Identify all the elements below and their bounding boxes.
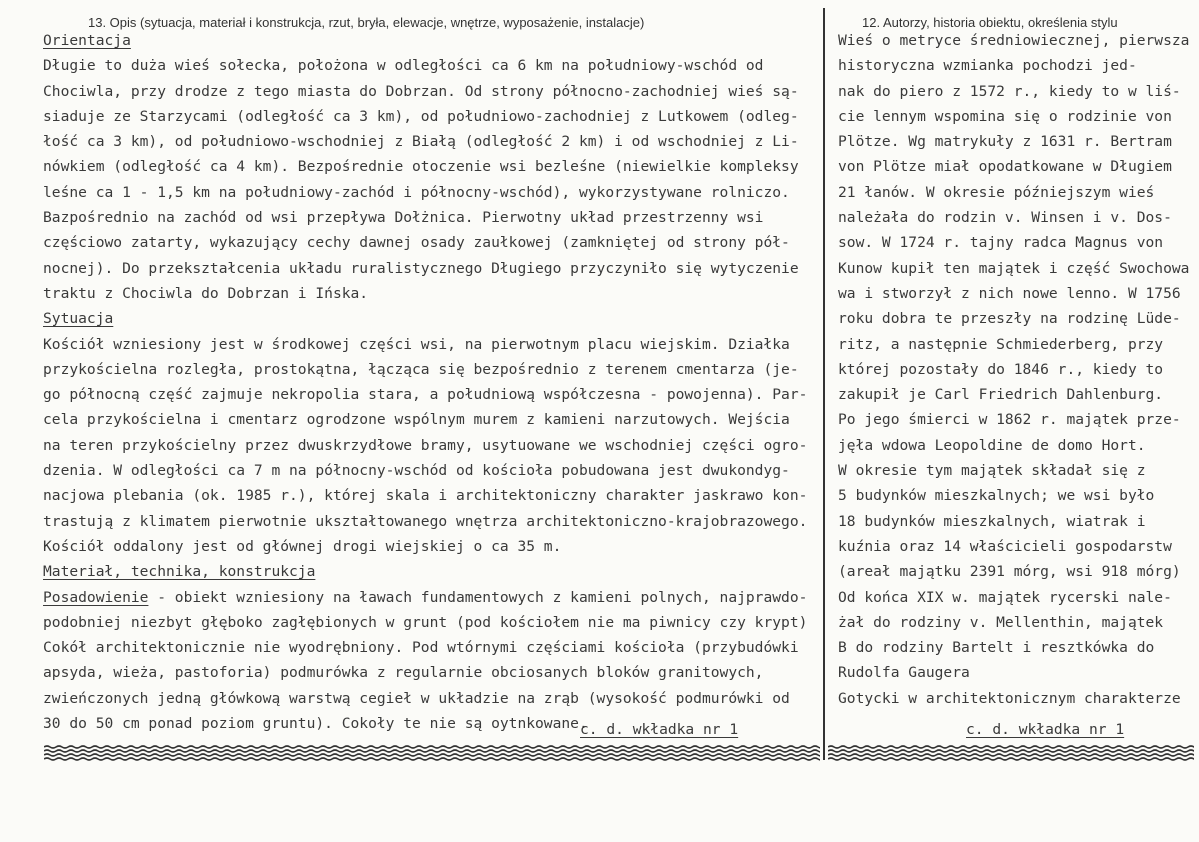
history-line: von Plötze miał opodatkowane w Długiem — [838, 158, 1172, 176]
description-line: łość ca 3 km), od południowo-wschodniej z Białą (odległość 2 km) i od wschodniej z Li- — [43, 133, 799, 151]
description-line: trastują z klimatem pierwotnie ukształtowanego wnętrza architektoniczno-krajobrazowego. — [43, 512, 808, 530]
description-line: Bazpośrednio na zachód od wsi przepływa Dołżnica. Pierwotny układ przestrzenny wsi — [43, 209, 764, 227]
history-line: nak do piero z 1572 r., kiedy to w liś- — [838, 82, 1181, 100]
history-line: cie lennym wspomina się o rodzinie von — [838, 107, 1172, 125]
description-line: Cokół architektonicznie nie wyodrębniony. Pod wtórnymi częściami kościoła (przybudówki — [43, 639, 799, 657]
description-line: nacjowa plebania (ok. 1985 r.), której skala i architektoniczny charakter jaskrawo kon- — [43, 487, 808, 505]
history-line: 5 budynków mieszkalnych; we wsi było — [838, 487, 1155, 505]
continued-note-right: c. d. wkładka nr 1 — [966, 721, 1125, 738]
description-line: podobniej niezbyt głęboko zagłębionych w grunt (pod kościołem nie ma piwnicy czy krypt) — [43, 613, 808, 631]
decorative-wave-right — [828, 744, 1194, 762]
description-line: Posadowienie - obiekt wzniesiony na ławach fundamentowych z kamieni polnych, najprawdo- — [43, 588, 808, 606]
section-heading: Materiał, technika, konstrukcja — [43, 563, 316, 581]
description-line — [43, 306, 827, 331]
description-line: siaduje ze Starzycami (odległość ca 3 km), od południowo-zachodniej z Lutkowem (odleg- — [43, 107, 799, 125]
description-line: częściowo zatarty, wykazujący cechy dawnej osady zaułkowej (zamkniętej od strony pół- — [43, 234, 790, 252]
description-line: Chociwla, przy drodze z tego miasta do Dobrzan. Od strony północno-zachodniej wieś są- — [43, 82, 799, 100]
history-line: Od końca XIX w. majątek rycerski nale- — [838, 588, 1172, 606]
description-line: dzenia. W odległości ca 7 m na północny-wschód od kościoła pobudowana jest dwukondyg- — [43, 462, 790, 480]
description-line: cela przykościelna i cmentarz ogrodzone wspólnym murem z kamieni narzutowych. Wejścia — [43, 411, 790, 429]
history-line: 21 łanów. W okresie późniejszym wieś — [838, 183, 1155, 201]
description-line: 30 do 50 cm ponad poziom gruntu). Cokoły te nie są oytnkowane. — [43, 715, 588, 733]
history-line: należała do rodzin v. Winsen i v. Dos- — [838, 209, 1172, 227]
history-line: (areał majątku 2391 mórg, wsi 918 mórg) — [838, 563, 1181, 581]
history-line: 18 budynków mieszkalnych, wiatrak i — [838, 512, 1146, 530]
decorative-wave-left — [44, 744, 820, 762]
history-line: historyczna wzmianka pochodzi jed- — [838, 57, 1137, 75]
history-line: Gotycki w architektonicznym charakterze — [838, 689, 1181, 707]
section-heading: Orientacja — [43, 32, 131, 49]
description-line: nówkiem (odległość ca 4 km). Bezpośrednie otoczenie wsi bezleśne (niewielkie kompleksy — [43, 158, 799, 176]
history-line: Kunow kupił ten majątek i część Swochowa — [838, 259, 1190, 277]
history-line: Po jego śmierci w 1862 r. majątek prze- — [838, 411, 1181, 429]
description-line: Kościół wzniesiony jest w środkowej części wsi, na pierwotnym placu wiejskim. Działka — [43, 335, 790, 353]
description-line: Długie to duża wieś sołecka, położona w odległości ca 6 km na południowy-wschód od — [43, 57, 764, 75]
continued-note-left: c. d. wkładka nr 1 — [580, 721, 739, 738]
history-line: jęła wdowa Leopoldine de domo Hort. — [838, 436, 1146, 454]
history-line: B do rodziny Bartelt i resztkówka do — [838, 639, 1155, 657]
description-column — [43, 28, 827, 736]
history-line: wa i stworzył z nich nowe lenno. W 1756 — [838, 284, 1181, 302]
history-line: której pozostały do 1846 r., kiedy to — [838, 360, 1164, 378]
history-line: kuźnia oraz 14 właścicieli gospodarstw — [838, 537, 1172, 555]
description-line: na teren przykościelny przez dwuskrzydłowe bramy, usytuowane we wschodniej części ogro- — [43, 436, 808, 454]
description-line: Kościół oddalony jest od głównej drogi wiejskiej o ca 35 m. — [43, 537, 562, 555]
history-line: Plötze. Wg matrykuły z 1631 r. Bertram — [838, 133, 1172, 151]
history-line: żał do rodziny v. Mellenthin, majątek — [838, 613, 1164, 631]
section-heading: Sytuacja — [43, 310, 114, 328]
description-line: nocnej). Do przekształcenia układu ruralistycznego Długiego przyczyniło się wytyczenie — [43, 259, 799, 277]
history-line: ritz, a następnie Schmiederberg, przy — [838, 335, 1164, 353]
history-column — [838, 28, 1194, 711]
history-line: W okresie tym majątek składał się z — [838, 462, 1146, 480]
section-12-header: 12. Autorzy, historia obiektu, określenia stylu — [862, 15, 1118, 30]
description-line: apsyda, wieża, pastoforia) podmurówka z regularnie obciosanych bloków granitowych, — [43, 664, 764, 682]
description-line: leśne ca 1 - 1,5 km na południowy-zachód i północny-wschód), wykorzystywane rolniczo. — [43, 183, 790, 201]
history-line: Rudolfa Gaugera — [838, 664, 970, 682]
history-line: roku dobra te przeszły na rodzinę Lüde- — [838, 310, 1181, 328]
description-line: zwieńczonych jedną główkową warstwą cegieł w układzie na zrąb (wysokość podmurówki od — [43, 689, 790, 707]
history-line: sow. W 1724 r. tajny radca Magnus von — [838, 234, 1164, 252]
history-line: zakupił je Carl Friedrich Dahlenburg. — [838, 386, 1164, 404]
description-line: go północną część zajmuje nekropolia stara, a południową współczesna - powojenna). Par- — [43, 386, 808, 404]
description-line — [43, 559, 827, 584]
section-13-header: 13. Opis (sytuacja, materiał i konstrukcja, rzut, bryła, elewacje, wnętrze, wyposażenie, instalacje) — [88, 15, 645, 30]
description-line: przykościelna rozległa, prostokątna, łącząca się bezpośrednio z terenem cmentarza (je- — [43, 360, 799, 378]
history-line: Wieś o metryce średniowiecznej, pierwsza — [838, 32, 1190, 49]
description-line: traktu z Chociwla do Dobrzan i Ińska. — [43, 284, 369, 302]
description-line — [43, 28, 827, 53]
subsection-heading: Posadowienie — [43, 588, 149, 606]
